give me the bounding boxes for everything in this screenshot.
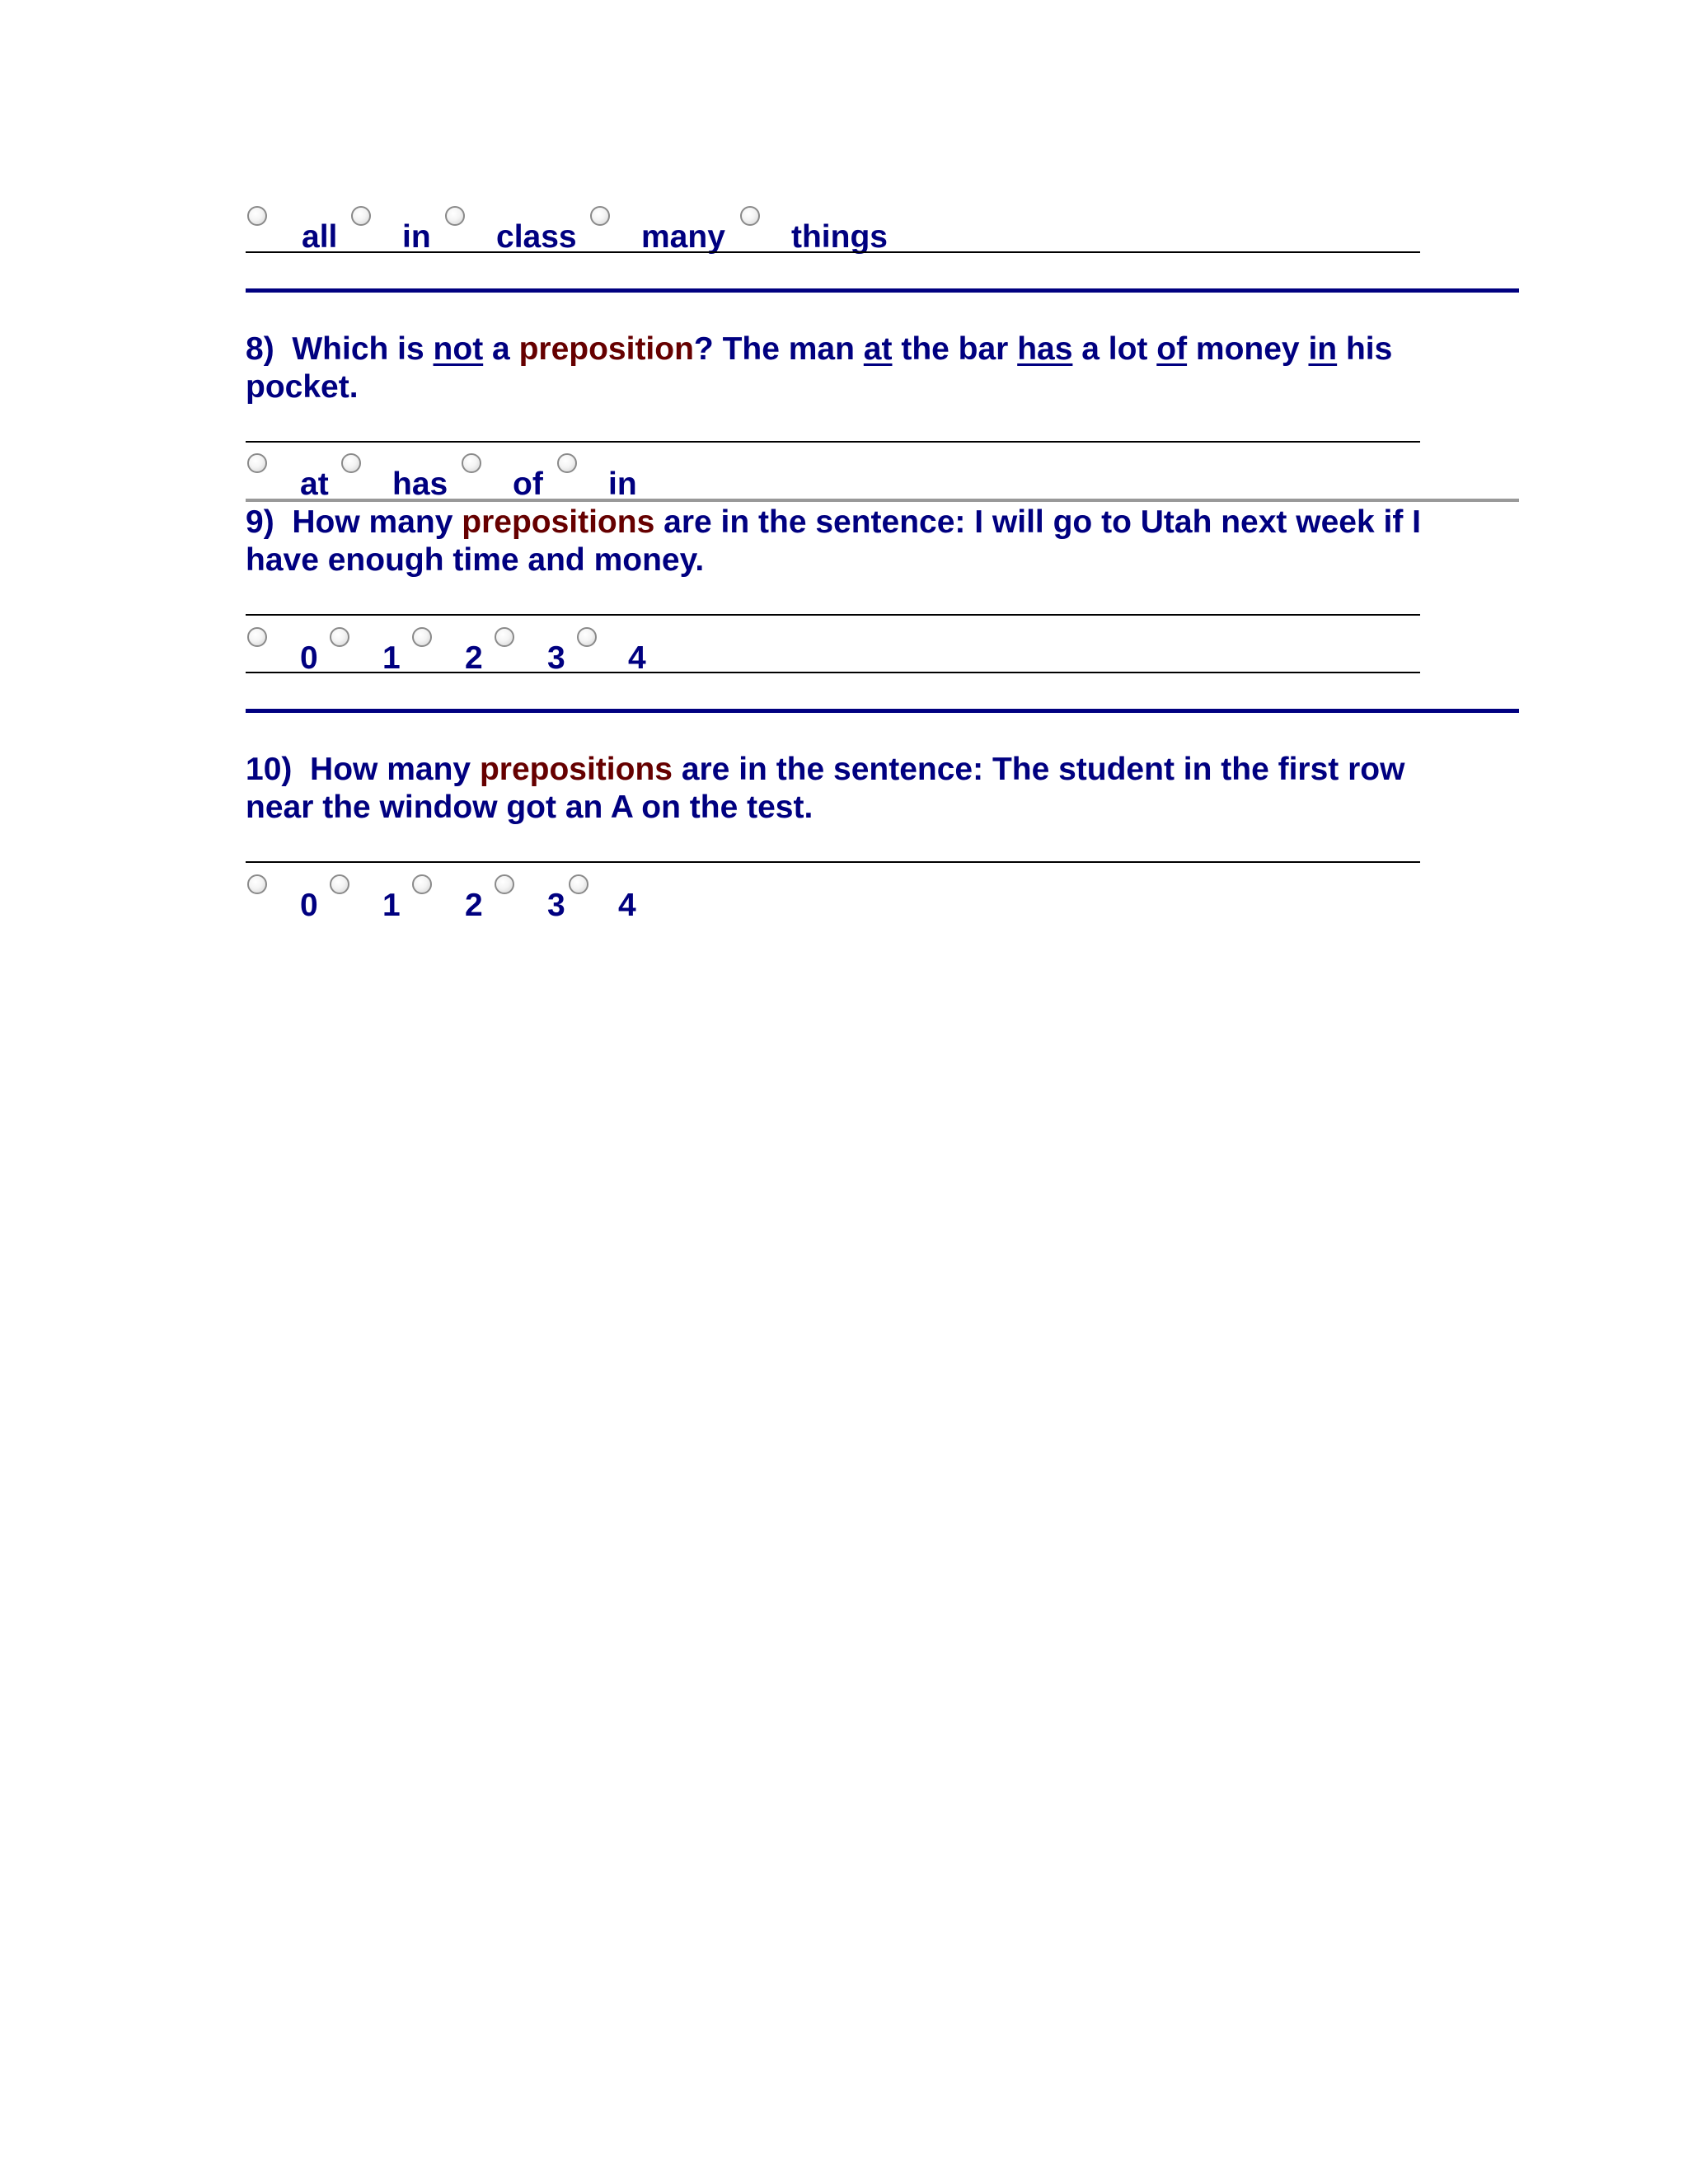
q9-options-top-rule <box>246 614 1420 616</box>
keyword: preposition <box>518 331 694 367</box>
radio-button[interactable] <box>590 206 610 226</box>
option-label: class <box>496 219 577 255</box>
keyword: prepositions <box>479 752 673 787</box>
q9-question-text: 9) How many prepositions are in the sentence: I will go to Utah next week if I have enough time and money. <box>246 504 1421 578</box>
radio-button[interactable] <box>577 627 597 647</box>
question-number: 9) <box>246 504 274 540</box>
q8-options <box>246 453 1424 503</box>
option-label: 4 <box>628 640 646 676</box>
option-label: in <box>402 219 431 255</box>
radio-button[interactable] <box>740 206 760 226</box>
radio-button[interactable] <box>247 627 267 647</box>
radio-button[interactable] <box>351 206 371 226</box>
option-label: things <box>791 219 888 255</box>
option-label: 2 <box>465 888 483 923</box>
radio-button[interactable] <box>330 874 349 894</box>
underlined-word: of <box>1156 331 1188 367</box>
question-divider <box>246 288 1519 293</box>
radio-button[interactable] <box>495 627 514 647</box>
option-label: 0 <box>300 888 318 923</box>
option-label: in <box>608 466 637 502</box>
q10-options-top-rule <box>246 861 1420 863</box>
option-label: of <box>513 466 543 502</box>
radio-button[interactable] <box>247 206 267 226</box>
option-label: 2 <box>465 640 483 676</box>
q7-options <box>246 206 1424 255</box>
option-label: 3 <box>547 888 565 923</box>
option-label: 1 <box>382 640 401 676</box>
q7-options-bottom-rule <box>246 251 1420 253</box>
q9-options-bottom-rule <box>246 672 1420 673</box>
option-label: many <box>641 219 725 255</box>
option-label: 3 <box>547 640 565 676</box>
radio-button[interactable] <box>462 453 481 473</box>
underlined-word: at <box>863 331 893 367</box>
keyword: prepositions <box>462 504 655 540</box>
radio-button[interactable] <box>412 874 432 894</box>
radio-button[interactable] <box>445 206 465 226</box>
radio-button[interactable] <box>330 627 349 647</box>
q8-options-bottom-rule <box>246 499 1519 502</box>
radio-button[interactable] <box>557 453 577 473</box>
question-number: 10) <box>246 752 293 787</box>
underlined-word: in <box>1308 331 1338 367</box>
question-number: 8) <box>246 331 274 367</box>
q10-options <box>246 874 1424 924</box>
radio-button[interactable] <box>247 453 267 473</box>
q10-question-text: 10) How many prepositions are in the sentence: The student in the first row near the window got an A on the test. <box>246 752 1405 825</box>
q8-question-text: 8) Which is not a preposition? The man at the bar has a lot of money in his pocket. <box>246 331 1393 405</box>
radio-button[interactable] <box>495 874 514 894</box>
radio-button[interactable] <box>412 627 432 647</box>
q8-options-top-rule <box>246 441 1420 443</box>
option-label: all <box>302 219 338 255</box>
radio-button[interactable] <box>341 453 361 473</box>
option-label: at <box>300 466 329 502</box>
question-divider <box>246 709 1519 713</box>
radio-button[interactable] <box>569 874 588 894</box>
option-label: 1 <box>382 888 401 923</box>
radio-button[interactable] <box>247 874 267 894</box>
option-label: 0 <box>300 640 318 676</box>
option-label: 4 <box>618 888 636 923</box>
underlined-word: has <box>1017 331 1073 367</box>
option-label: has <box>392 466 448 502</box>
underlined-word: not <box>433 331 484 367</box>
q9-options <box>246 627 1424 677</box>
